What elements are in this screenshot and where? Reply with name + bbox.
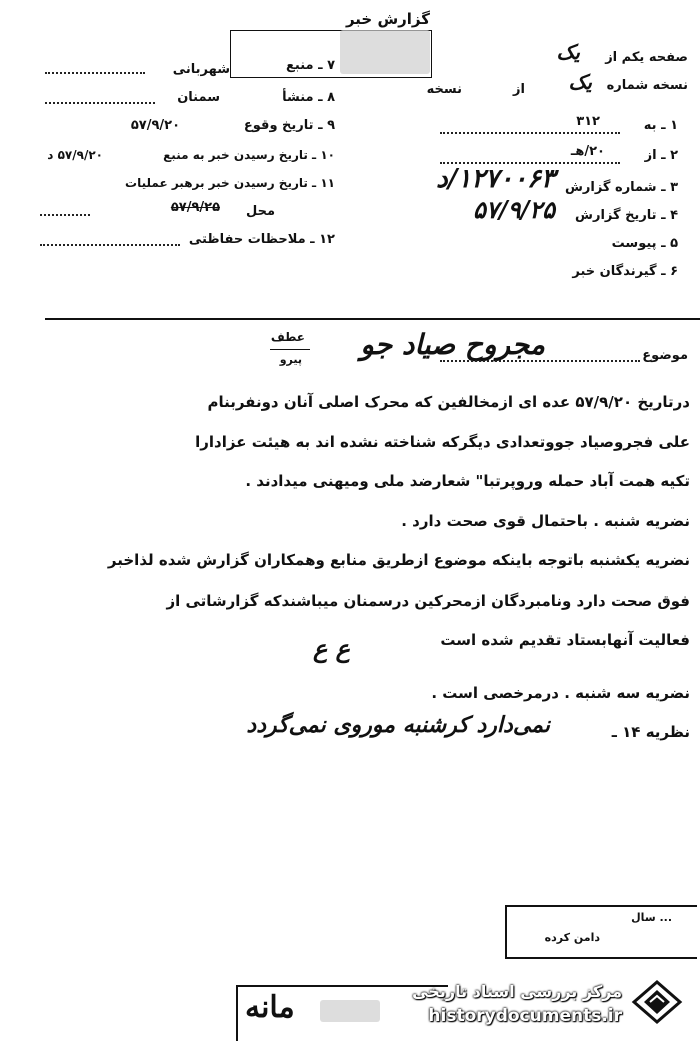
atf-label: عطف [270, 330, 305, 344]
field-origin-value: سمنان [177, 90, 220, 105]
report-title: گزارش خبر [345, 10, 430, 28]
stamp-line-2: دامن کرده [544, 931, 600, 944]
page-of-value: یک [556, 40, 580, 64]
field-recipients-label: ۶ ـ گیرندگان خبر [572, 264, 678, 279]
field-report-date-label: ۴ ـ تاریخ گزارش [575, 208, 678, 223]
page-of-label: صفحه یکم از [605, 50, 688, 65]
field-to-dots [440, 132, 620, 134]
field-received-source-value: ۵۷/۹/۲۰ د [47, 148, 103, 162]
body-line-1: درتاریخ ۵۷/۹/۲۰ عده ای ازمخالفین که محرک اصلی آنان دونفربنام [207, 393, 690, 411]
body-line-2: علی فجروصیاد جووتعدادی دیگرکه شناخته نشده اند به هیئت عزادارا [195, 433, 690, 451]
field-source-label: ۷ ـ منبع [286, 58, 335, 73]
field-occurrence-date-label: ۹ ـ تاریخ وقوع [243, 118, 335, 133]
field-from-label: ۲ ـ از [644, 148, 678, 163]
archive-smudge [320, 1000, 380, 1022]
field-report-number-value: ۱۲۷۰۰۶۳/د [436, 164, 555, 194]
body-line-9: نظریه ۱۴ ـ [611, 723, 690, 741]
archive-stamp-text: مانه [245, 990, 295, 1025]
field-source-dots [45, 72, 145, 74]
stamp-line-1: ... سال [631, 911, 672, 924]
field-report-date-value: ۵۷/۹/۲۵ [473, 195, 555, 224]
watermark-name: مرکز بررسی اسناد تاریخی [412, 982, 622, 1001]
body-line-5: نضریه یکشنبه باتوجه باینکه موضوع ازطریق منابع وهمکاران گزارش شده لذاخبر [107, 551, 690, 569]
atf-rule [270, 349, 310, 350]
copy-of-label: از [513, 82, 525, 97]
field-source-value: شهربانی [172, 62, 230, 77]
watermark-url: historydocuments.ir [428, 1006, 622, 1026]
copy-number-value: یک [568, 70, 592, 94]
body-line-4: نضریه شنبه . باحتمال قوی صحت دارد . [401, 512, 690, 530]
section-divider [45, 318, 700, 320]
copy-number-label: نسخه شماره [606, 78, 688, 93]
field-origin-label: ۸ ـ منشأ [282, 90, 335, 105]
peyro-label: پیرو [279, 353, 302, 366]
copy-label-2: نسخه [426, 82, 462, 97]
body-line-7: فعالیت آنهابستاد تقدیم شده است [440, 631, 690, 649]
field-received-ops-label: ۱۱ ـ تاریخ رسیدن خبر برهبر عملیات [125, 176, 335, 190]
field-to-value: ۳۱۲ [576, 114, 600, 129]
subject-label: موضوع [642, 348, 688, 363]
field-received-source-label: ۱۰ ـ تاریخ رسیدن خبر به منبع [163, 148, 335, 162]
field-occurrence-date-value: ۵۷/۹/۲۰ [130, 118, 180, 133]
handwritten-signature: نمی‌دارد کرشنبه موروی نمی‌گردد [246, 712, 550, 738]
field-report-number-label: ۳ ـ شماره گزارش [564, 180, 678, 195]
field-security-notes-label: ۱۲ ـ ملاحظات حفاظتی [188, 232, 335, 247]
field-security-dots [40, 244, 180, 246]
field-place-value: ۵۷/۹/۲۵ [170, 200, 220, 215]
body-line-3: تکیه همت آباد حمله وروپرتبا" شعارضد ملی ومیهنی میدادند . [245, 472, 690, 490]
field-origin-dots [45, 102, 155, 104]
body-line-6: فوق صحت دارد ونامبردگان ازمحرکین درسمنان میباشندکه گزارشاتی از [166, 592, 690, 610]
handwritten-initials: ع ع [313, 634, 350, 663]
field-place-label: محل [245, 204, 275, 219]
subject-dots [440, 360, 640, 362]
field-from-value: ۲۰/هـ [570, 144, 605, 159]
field-place-dots [40, 214, 90, 216]
header-smudge [340, 30, 430, 74]
field-to-label: ۱ ـ به [643, 118, 678, 133]
body-line-8: نضریه سه شنبه . درمرخصی است . [431, 684, 690, 702]
subject-value: مجروح صیاد جو [360, 328, 545, 361]
field-attachment-label: ۵ ـ پیوست [611, 236, 678, 251]
watermark-logo-icon [628, 976, 686, 1028]
